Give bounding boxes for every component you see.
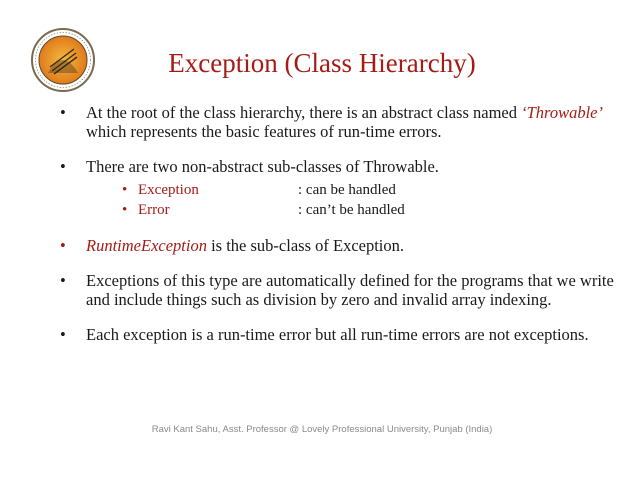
bullet-text: which represents the basic features of run-time errors. xyxy=(86,122,442,141)
subclass-name: Exception xyxy=(138,182,199,198)
bullet-dot: • xyxy=(60,157,66,176)
bullet-dot: • xyxy=(60,236,66,255)
subclass-list xyxy=(86,180,620,220)
subclass-desc: : can be handled xyxy=(298,182,396,198)
bullet-throwable xyxy=(60,103,620,141)
bullet-text: Exceptions of this type are automatically defined for the programs that we write and include things such as division by zero and invalid array indexing. xyxy=(86,271,614,309)
slide-footer: Ravi Kant Sahu, Asst. Professor @ Lovely Professional University, Punjab (India) xyxy=(151,424,493,435)
sub-bullet-dot: • xyxy=(122,182,128,198)
slide-title: Exception (Class Hierarchy) xyxy=(168,48,476,78)
runtime-exception-term: RuntimeException xyxy=(86,236,207,255)
sub-bullet-dot: • xyxy=(122,202,128,218)
subclass-item-exception xyxy=(122,180,620,200)
bullet-text: At the root of the class hierarchy, there is an abstract class named xyxy=(86,103,522,122)
throwable-term: ‘Throwable’ xyxy=(521,103,603,122)
bullet-list xyxy=(60,103,620,360)
bullet-runtime-exception xyxy=(60,236,620,255)
bullet-subclasses xyxy=(60,157,620,220)
bullet-runtime-errors xyxy=(60,325,620,344)
bullet-text: Each exception is a run-time error but all run-time errors are not exceptions. xyxy=(86,325,589,344)
subclass-name: Error xyxy=(138,202,170,218)
bullet-text: is the sub-class of Exception. xyxy=(206,236,405,255)
bullet-dot: • xyxy=(60,103,66,122)
bullet-exception-types xyxy=(60,271,620,309)
bullet-dot: • xyxy=(60,325,66,344)
subclass-item-error xyxy=(122,200,620,220)
bullet-text: There are two non-abstract sub-classes of Throwable. xyxy=(86,157,439,176)
bullet-dot: • xyxy=(60,271,66,290)
subclass-desc: : can’t be handled xyxy=(298,202,405,218)
